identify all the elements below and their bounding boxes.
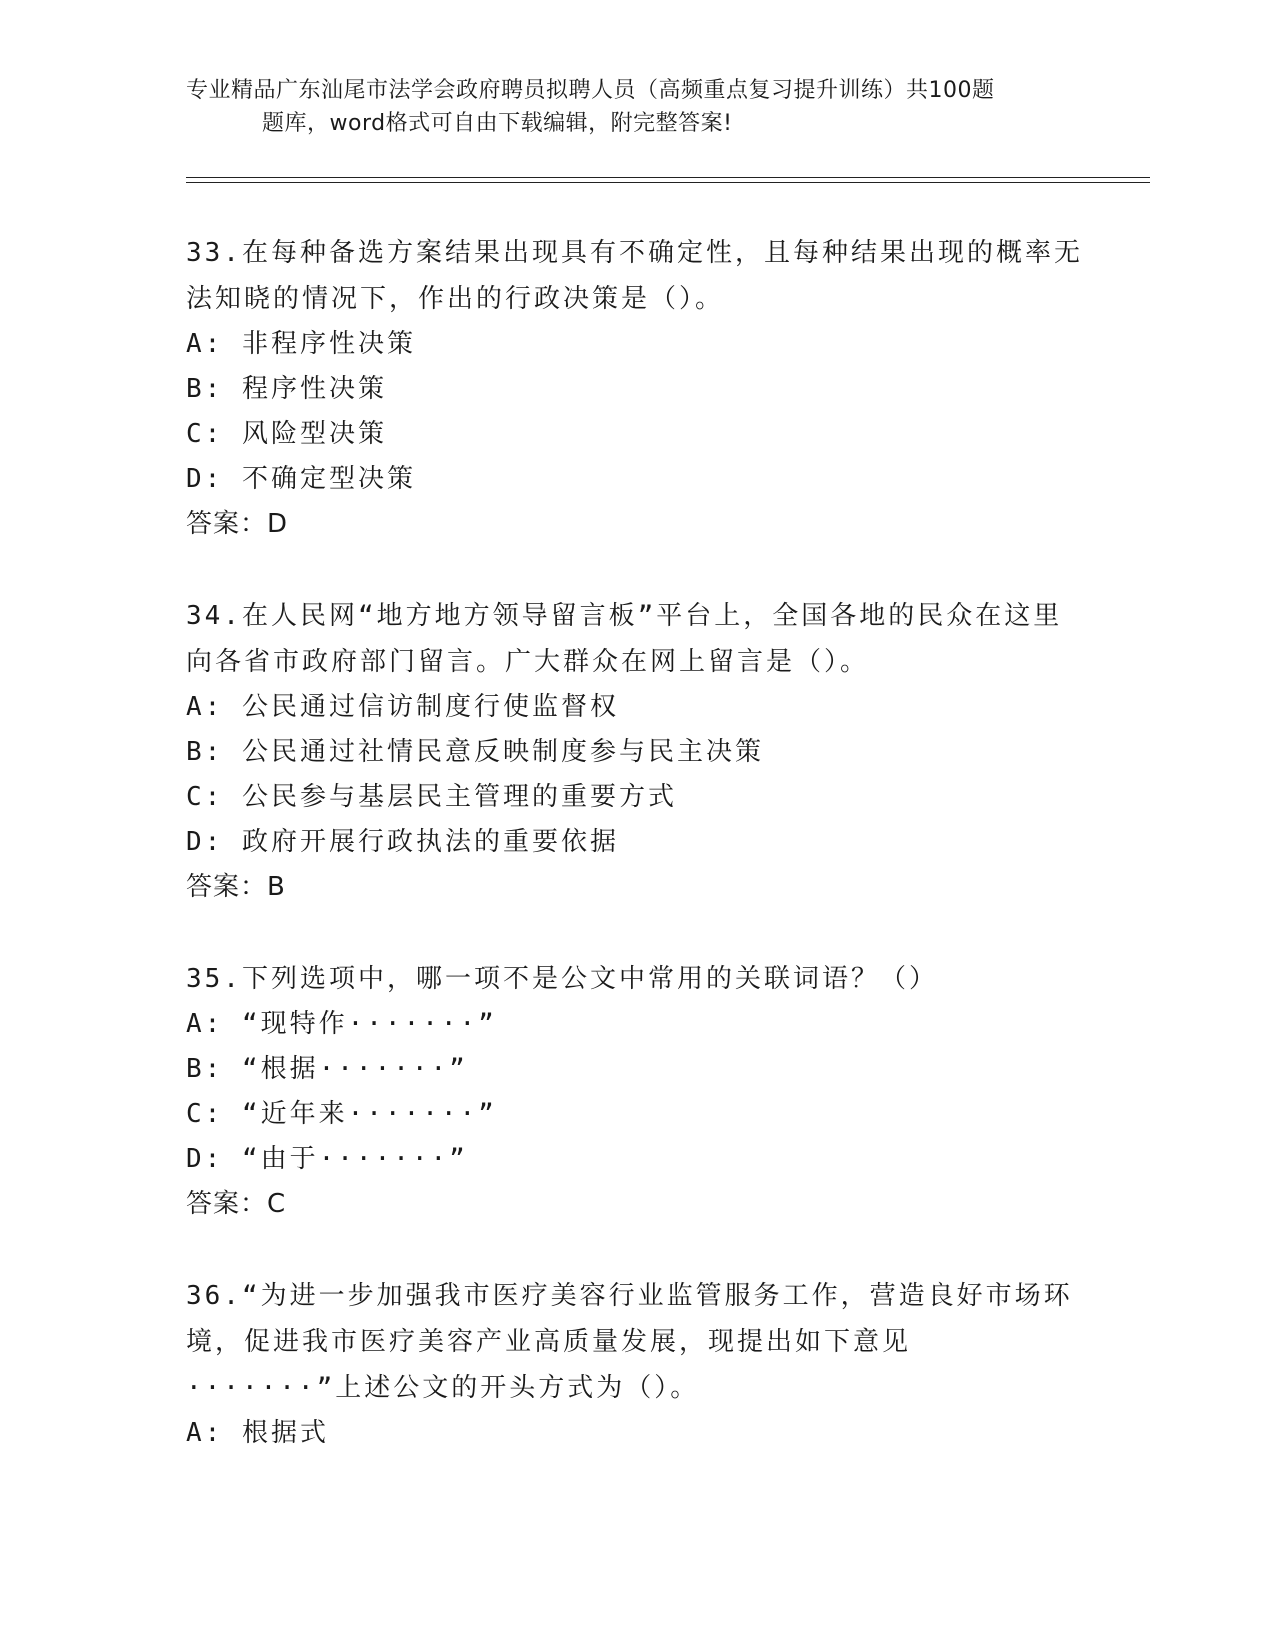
option-a: A: 非程序性决策 [186,329,416,359]
answer-line: 答案：D [186,509,289,539]
header-divider-bottom [186,182,1150,183]
option-d: D: 不确定型决策 [186,464,416,494]
question-35 [186,956,1116,1227]
option-c: C: “近年来·······” [186,1099,497,1129]
option-a: A: 根据式 [186,1418,329,1448]
question-34 [186,593,1116,910]
answer-line: 答案：B [186,872,286,902]
question-stem-line: 法知晓的情况下，作出的行政决策是（）。 [186,284,725,314]
option-a: A: 公民通过信访制度行使监督权 [186,692,619,722]
option-c: C: 公民参与基层民主管理的重要方式 [186,782,677,812]
question-stem-line: 向各省市政府部门留言。广大群众在网上留言是（）。 [186,647,870,677]
question-stem-line: 33.在每种备选方案结果出现具有不确定性，且每种结果出现的概率无 [186,238,1083,268]
header-title-line-1: 专业精品广东汕尾市法学会政府聘员拟聘人员（高频重点复习提升训练）共100题 [186,78,995,103]
question-stem-line: 35.下列选项中，哪一项不是公文中常用的关联词语？（） [186,964,938,994]
header-divider-top [186,177,1150,178]
header-title-line-2: 题库，word格式可自由下载编辑，附完整答案! [262,111,733,136]
question-stem-line: 境，促进我市医疗美容产业高质量发展，现提出如下意见 [186,1327,912,1357]
document-header [186,74,1086,140]
option-a: A: “现特作·······” [186,1009,497,1039]
question-33 [186,230,1116,547]
option-d: D: “由于·······” [186,1144,468,1174]
answer-line: 答案：C [186,1189,287,1219]
question-36 [186,1273,1116,1456]
option-b: B: “根据·······” [186,1054,468,1084]
option-b: B: 公民通过社情民意反映制度参与民主决策 [186,737,764,767]
question-list [186,230,1116,1456]
question-stem-line: ·······”上述公文的开头方式为（）。 [186,1373,700,1403]
question-stem-line: 34.在人民网“地方地方领导留言板”平台上，全国各地的民众在这里 [186,601,1063,631]
option-b: B: 程序性决策 [186,374,387,404]
option-d: D: 政府开展行政执法的重要依据 [186,827,619,857]
question-stem-line: 36.“为进一步加强我市医疗美容行业监管服务工作，营造良好市场环 [186,1281,1073,1311]
option-c: C: 风险型决策 [186,419,387,449]
